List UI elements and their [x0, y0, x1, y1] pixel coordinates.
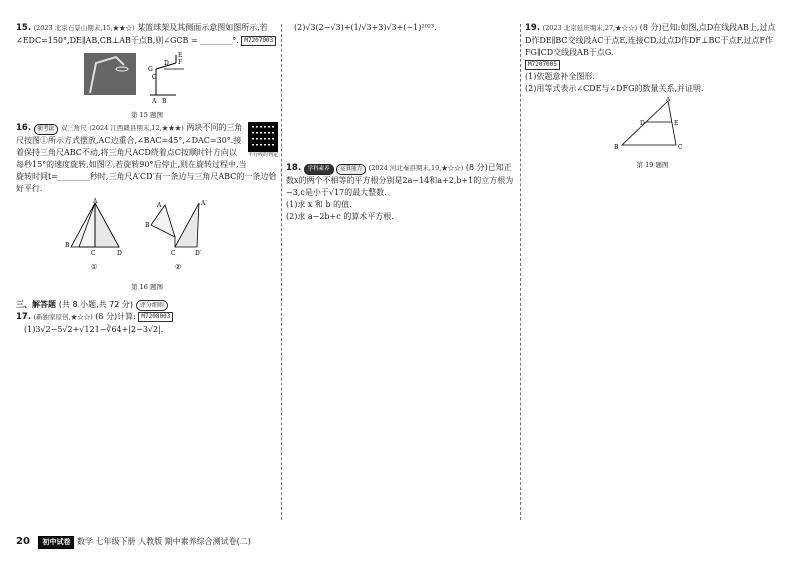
label-D: D — [117, 250, 122, 258]
page-footer — [16, 534, 251, 549]
rubric-badge: 评分细则 — [136, 300, 168, 311]
question-15 — [16, 22, 278, 47]
question-18 — [286, 162, 516, 223]
label-C: C — [677, 143, 683, 151]
question-code: M7208003 — [138, 312, 173, 322]
fig-label-1: ① — [91, 263, 98, 272]
section-title: 三、解答题 — [16, 299, 56, 309]
label-G: G — [148, 65, 153, 73]
column-right — [525, 22, 780, 172]
label-A-2: A — [157, 202, 162, 210]
fig-label-2: ② — [175, 263, 182, 272]
question-score: (8 分)计算: — [95, 311, 136, 321]
section-detail: (共 8 小题,共 72 分) — [58, 299, 134, 309]
section-heading — [16, 299, 278, 311]
qr-code[interactable] — [248, 122, 278, 152]
new-method-tag: 新考法 — [34, 124, 59, 135]
label-D: D — [639, 119, 645, 127]
question-source: (2023 北京石景山期末,15,★★☆) — [33, 24, 135, 32]
question-text: (8 分)已知正数x的两个不相等的平方根分别是2a−14和a+2,b+1的立方根为−3,c是小于√17的最大整数. — [286, 163, 514, 197]
figure-caption: 第 16 题图 — [131, 283, 163, 291]
question-number: 16. — [16, 123, 32, 134]
question-part-1: (1)依题意补全图形. — [525, 71, 595, 81]
figure-19 — [525, 97, 780, 171]
figure-caption: 第 15 题图 — [131, 110, 163, 119]
column-divider-1 — [281, 24, 282, 520]
figure-16 — [16, 197, 278, 293]
question-number: 17. — [16, 311, 32, 322]
label-A: A — [665, 96, 670, 103]
question-source: (2023 北京延庆期末,27,★☆☆) — [542, 24, 638, 32]
label-A-prime: A′ — [201, 200, 207, 208]
label-F: F — [178, 58, 183, 66]
question-text: 两块不同的三角尺按图①所示方式摆放,AC边重合,∠BAC=45°,∠DAC=30°.接着保持三角尺ABC不动,将三角尺ACD绕着点C按顺时针方向以每秒15°的速度旋转,如图②,若旋转90°后停止,则在旋转过程中,当旋转时间t=________秒时,三角尺A′CD′有一条边与三角尺ABC的一条边恰好平行. — [16, 123, 277, 194]
triangle-rulers-diagram — [47, 197, 247, 279]
footer-subject: 数学 — [77, 537, 94, 546]
question-number: 15. — [16, 23, 32, 33]
basketball-hoop-diagram — [72, 49, 222, 107]
skill-tag: 运算能力 — [336, 164, 366, 175]
column-divider-2 — [520, 24, 521, 520]
question-17-part-2: (2)√3(2−√3)+(1/√3+3)√3+(−1)²⁰²³. — [294, 23, 437, 32]
column-left — [16, 22, 278, 338]
footer-title: 期中素养综合测试卷(二) — [164, 537, 251, 546]
question-code: M7207005 — [525, 60, 560, 70]
question-code: M7207003 — [241, 36, 276, 46]
figure-1 — [71, 203, 119, 247]
page-number: 20 — [16, 536, 30, 547]
triangle-diagram — [608, 97, 698, 157]
label-E: E — [673, 119, 678, 127]
question-topic: 双三角尺 — [60, 124, 87, 133]
label-A: A — [93, 198, 98, 206]
label-D: D — [164, 59, 169, 67]
label-C: C — [91, 250, 96, 258]
question-number: 19. — [525, 23, 541, 33]
label-B: B — [613, 143, 618, 151]
question-part-1: (1)求 x 和 b 的值. — [286, 200, 352, 209]
label-C-2: C — [171, 250, 176, 258]
column-middle — [286, 22, 516, 225]
question-text: 某篮球架及其侧面示意图如图所示,若∠EDC=150°,DE∥AB,CB⊥AB于点B,则∠GCB = ________°. — [16, 23, 268, 45]
question-16 — [16, 122, 278, 195]
figure-15 — [16, 49, 278, 121]
label-D-prime: D′ — [195, 250, 202, 258]
figure-caption: 第 19 题图 — [636, 160, 669, 169]
label-E: E — [178, 51, 183, 59]
question-source: (2024 河北秦县期末,19,★☆☆) — [368, 164, 464, 172]
figure-2 — [151, 203, 199, 247]
label-B: B — [162, 97, 167, 105]
question-19 — [525, 22, 780, 95]
question-source: (新独家原创,★☆☆) — [33, 312, 93, 321]
label-C: C — [152, 73, 157, 81]
question-part-1: (1)3√2−5√2+√121−∛64+|2−3√2|. — [24, 324, 164, 334]
question-17 — [16, 311, 278, 336]
brand-logo: 初中试卷 — [38, 536, 74, 549]
question-text: (8 分)已知:如图,点D在线段AB上,过点D作DE∥BC交线段AC于点E,连接CD,过点D作DF⊥BC于点F,过点F作FG∥CD交线段AB于点G. — [525, 23, 776, 57]
footer-edition: 人教版 — [138, 537, 163, 546]
footer-grade: 七年级下册 — [95, 537, 136, 546]
label-B: B — [65, 242, 70, 250]
question-part-2: (2)用等式表示∠CDE与∠DFG的数量关系,并证明. — [525, 83, 704, 93]
question-source: (2024 江西赣县期末,12,★★★) — [89, 124, 184, 133]
label-A: A — [152, 97, 157, 105]
literacy-tag: 学科素养 — [304, 164, 334, 175]
qr-caption: 平行线的判定 — [248, 152, 279, 159]
label-B-2: B — [145, 222, 150, 230]
question-number: 18. — [286, 163, 302, 173]
question-part-2: (2)求 a−2b+c 的算术平方根. — [286, 212, 394, 221]
